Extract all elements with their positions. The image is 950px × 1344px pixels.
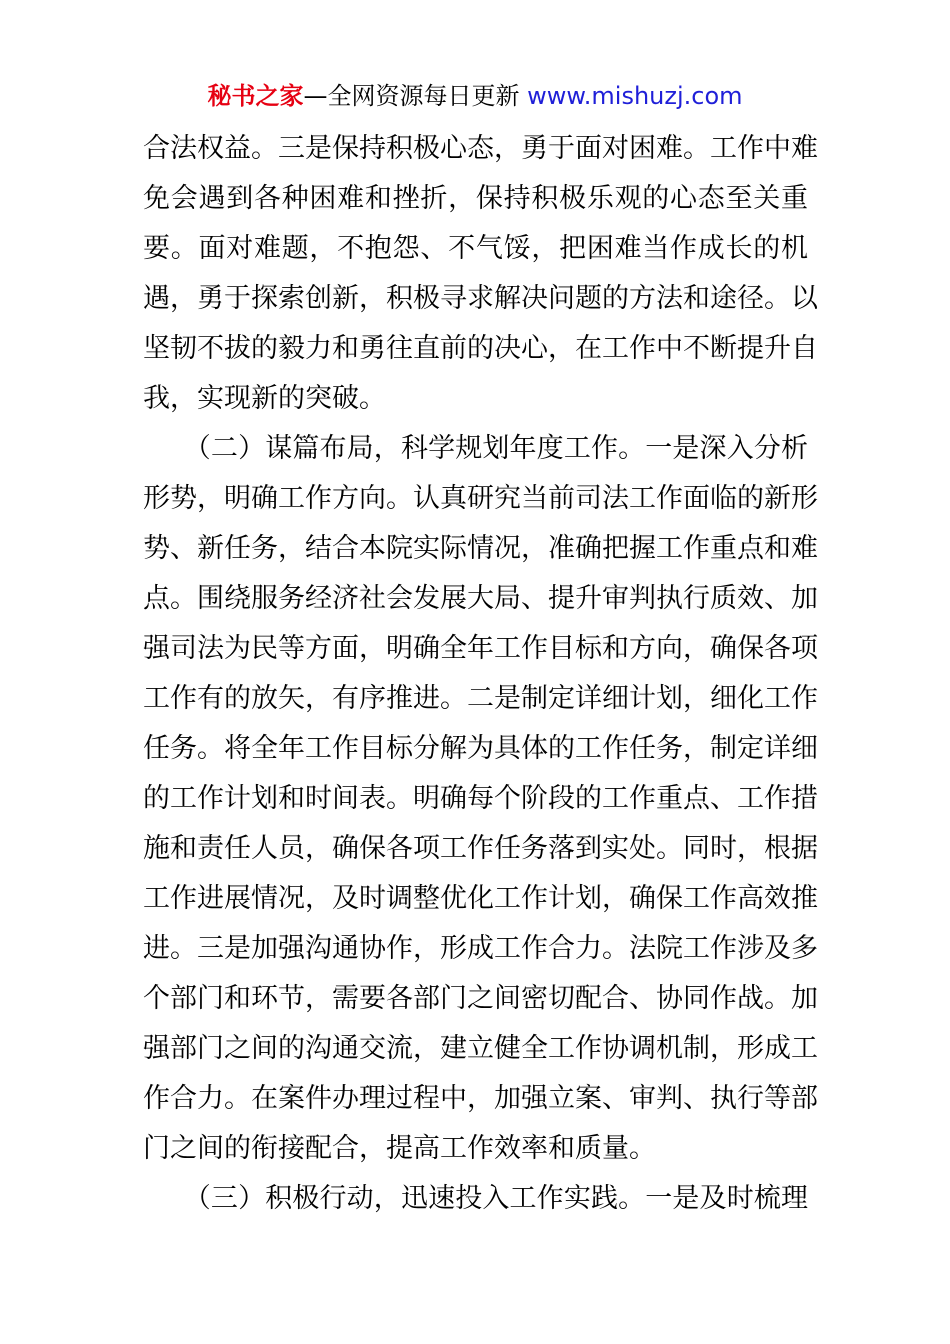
text-line: 工作进展情况，及时调整优化工作计划，确保工作高效推 — [143, 883, 818, 914]
text-line: 遇，勇于探索创新，积极寻求解决问题的方法和途径。以 — [143, 283, 818, 314]
text-line: 任务。将全年工作目标分解为具体的工作任务，制定详细 — [143, 733, 818, 764]
text-line: （二）谋篇布局，科学规划年度工作。一是深入分析 — [143, 433, 808, 464]
text-line: 要。面对难题，不抱怨、不气馁，把困难当作成长的机 — [143, 233, 808, 264]
text-line: 个部门和环节，需要各部门之间密切配合、协同作战。加 — [143, 983, 818, 1014]
text-line: 工作有的放矢，有序推进。二是制定详细计划，细化工作 — [143, 683, 818, 714]
text-line: 坚韧不拔的毅力和勇往直前的决心，在工作中不断提升自 — [143, 333, 818, 364]
text-line: 门之间的衔接配合，提高工作效率和质量。 — [143, 1133, 656, 1164]
text-line: 作合力。在案件办理过程中，加强立案、审判、执行等部 — [143, 1083, 818, 1114]
text-line: 施和责任人员，确保各项工作任务落到实处。同时，根据 — [143, 833, 818, 864]
site-brand: 秘书之家 — [207, 82, 304, 110]
text-line: 免会遇到各种困难和挫折，保持积极乐观的心态至关重 — [143, 183, 808, 214]
site-tagline: —全网资源每日更新 — [303, 82, 528, 110]
text-line: 的工作计划和时间表。明确每个阶段的工作重点、工作措 — [143, 783, 818, 814]
text-line: 强司法为民等方面，明确全年工作目标和方向，确保各项 — [143, 633, 818, 664]
text-line: 强部门之间的沟通交流，建立健全工作协调机制，形成工 — [143, 1033, 818, 1064]
site-url-link[interactable]: www.mishuzj.com — [527, 82, 743, 110]
text-line: 我，实现新的突破。 — [143, 383, 386, 414]
text-line: 形势，明确工作方向。认真研究当前司法工作面临的新形 — [143, 483, 818, 514]
text-line: 合法权益。三是保持积极心态，勇于面对困难。工作中难 — [143, 133, 818, 164]
document-body — [143, 124, 818, 1224]
text-line: （三）积极行动，迅速投入工作实践。一是及时梳理 — [143, 1183, 808, 1214]
text-line: 进。三是加强沟通协作，形成工作合力。法院工作涉及多 — [143, 933, 818, 964]
text-line: 势、新任务，结合本院实际情况，准确把握工作重点和难 — [143, 533, 818, 564]
page-header — [0, 80, 950, 112]
text-line: 点。围绕服务经济社会发展大局、提升审判执行质效、加 — [143, 583, 818, 614]
